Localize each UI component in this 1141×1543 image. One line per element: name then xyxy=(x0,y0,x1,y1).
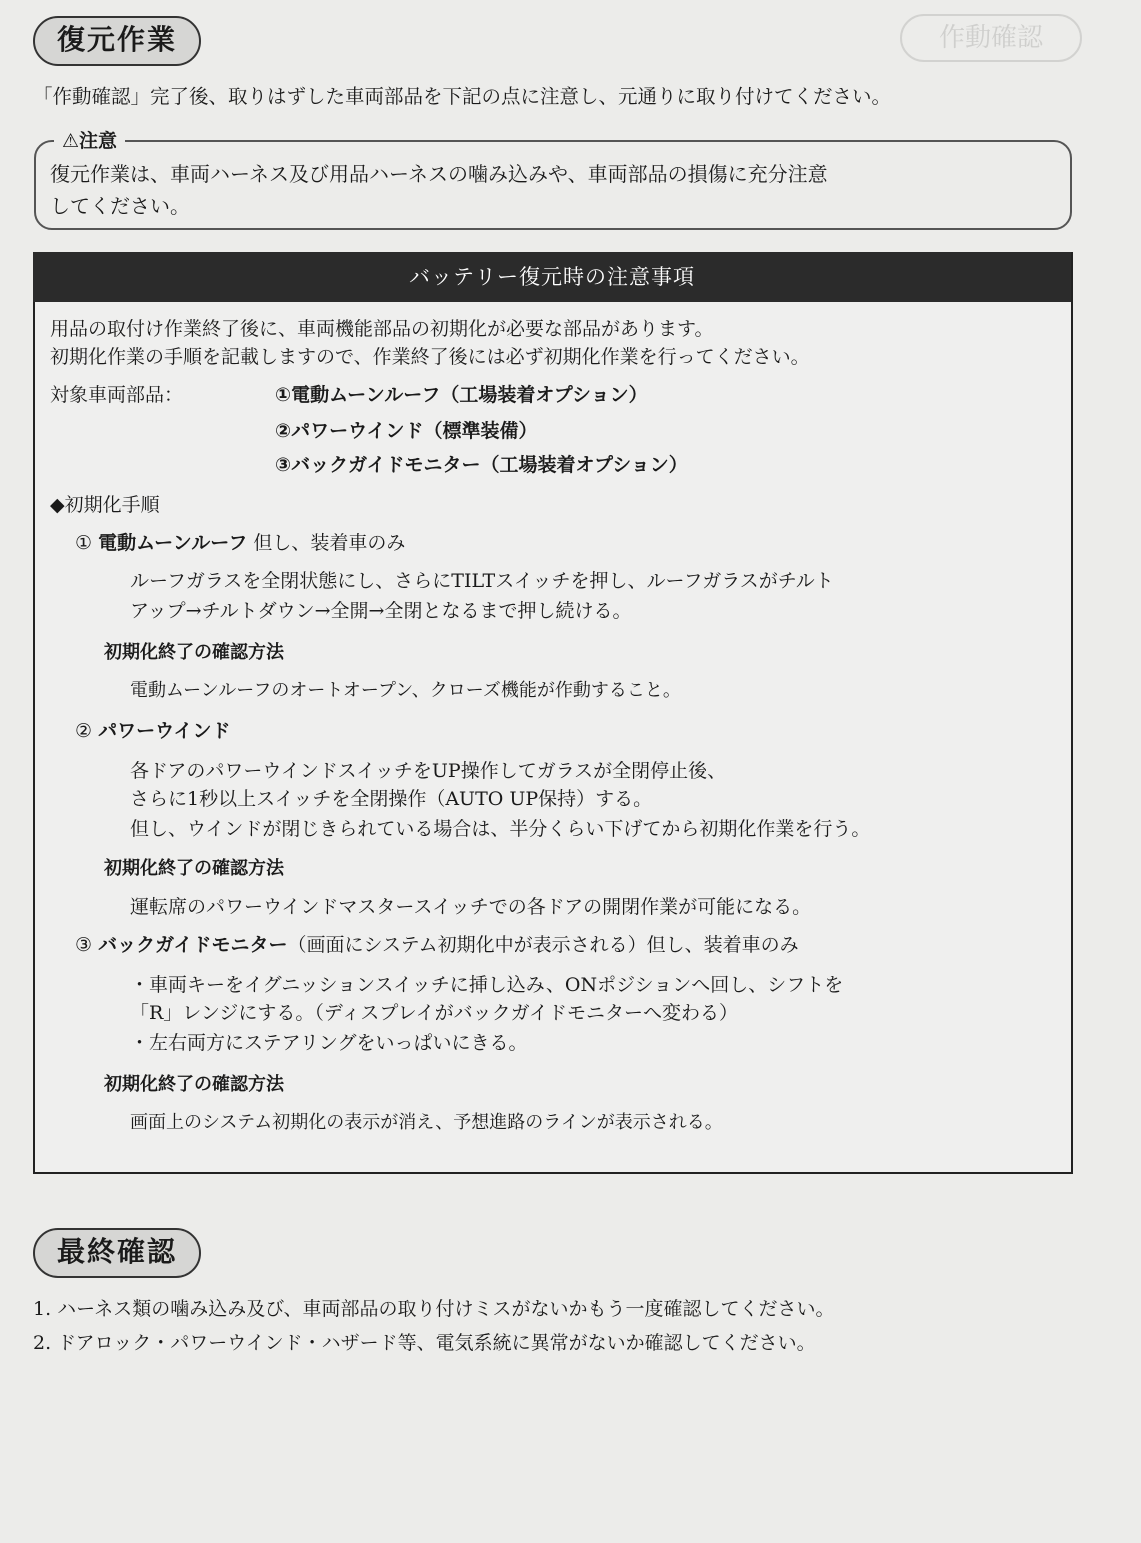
battery-notice-header: バッテリー復元時の注意事項 xyxy=(33,252,1071,302)
item1-title: 電動ムーンルーフ xyxy=(98,532,248,554)
item3-note: （画面にシステム初期化中が表示される）但し、装着車のみ xyxy=(287,934,799,956)
target-parts-label: 対象車両部品： xyxy=(50,384,184,406)
section-title-restore: 復元作業 xyxy=(33,16,201,66)
final-check-item: 2. ドアロック・パワーウインド・ハザード等、電気系統に異常がないか確認してください。 xyxy=(33,1332,816,1354)
item1-desc-line: ルーフガラスを全閉状態にし、さらにTILTスイッチを押し、ルーフガラスがチルト xyxy=(130,570,834,592)
item1-heading xyxy=(75,530,405,556)
section-title-final-check: 最終確認 xyxy=(33,1228,201,1278)
item3-title: バックガイドモニター xyxy=(98,934,288,956)
target-part-1: ①電動ムーンルーフ（工場装着オプション） xyxy=(275,384,648,406)
item1-number: ① xyxy=(75,532,93,554)
item2-desc-line: さらに1秒以上スイッチを全閉操作（AUTO UP保持）する。 xyxy=(130,788,653,810)
item3-confirm-text: 画面上のシステム初期化の表示が消え、予想進路のラインが表示される。 xyxy=(130,1112,723,1133)
procedure-title: ◆初期化手順 xyxy=(50,494,160,516)
item3-heading xyxy=(75,932,799,958)
item1-confirm-label: 初期化終了の確認方法 xyxy=(104,642,284,663)
battery-intro-line: 用品の取付け作業終了後に、車両機能部品の初期化が必要な部品があります。 xyxy=(50,318,714,340)
item3-confirm-label: 初期化終了の確認方法 xyxy=(104,1074,284,1095)
item2-heading xyxy=(75,718,231,744)
caution-line: してください。 xyxy=(50,194,190,218)
final-check-item: 1. ハーネス類の噛み込み及び、車両部品の取り付けミスがないかもう一度確認してください。 xyxy=(33,1298,835,1320)
item3-number: ③ xyxy=(75,934,93,956)
item1-note: 但し、装着車のみ xyxy=(253,532,406,554)
caution-label: ⚠注意 xyxy=(54,128,125,154)
item3-desc-line: ・左右両方にステアリングをいっぱいにきる。 xyxy=(130,1032,528,1054)
item3-desc-line: ・車両キーをイグニッションスイッチに挿し込み、ONポジションへ回し、シフトを xyxy=(130,974,844,996)
item1-desc-line: アップ→チルトダウン→全開→全閉となるまで押し続ける。 xyxy=(130,600,632,622)
ghost-section-tag: 作動確認 xyxy=(900,14,1082,62)
caution-line: 復元作業は、車両ハーネス及び用品ハーネスの噛み込みや、車両部品の損傷に充分注意 xyxy=(50,162,828,186)
target-part-3: ③バックガイドモニター（工場装着オプション） xyxy=(275,454,688,476)
item2-confirm-text: 運転席のパワーウインドマスタースイッチでの各ドアの開閉作業が可能になる。 xyxy=(130,896,812,918)
restore-intro: 「作動確認」完了後、取りはずした車両部品を下記の点に注意し、元通りに取り付けてください。 xyxy=(33,85,892,108)
target-part-2: ②パワーウインド（標準装備） xyxy=(275,420,538,442)
item2-title: パワーウインド xyxy=(98,720,231,742)
battery-intro-line: 初期化作業の手順を記載しますので、作業終了後には必ず初期化作業を行ってください。 xyxy=(50,346,810,368)
item1-confirm-text: 電動ムーンルーフのオートオープン、クローズ機能が作動すること。 xyxy=(130,680,681,701)
caution-body xyxy=(50,158,1050,222)
item2-desc-line: 但し、ウインドが閉じきられている場合は、半分くらい下げてから初期化作業を行う。 xyxy=(130,818,871,840)
item2-confirm-label: 初期化終了の確認方法 xyxy=(104,858,284,879)
item2-number: ② xyxy=(75,720,93,742)
item3-desc-line: 「R」レンジにする。（ディスプレイがバックガイドモニターへ変わる） xyxy=(130,1002,739,1024)
item2-desc-line: 各ドアのパワーウインドスイッチをUP操作してガラスが全閉停止後、 xyxy=(130,760,727,782)
